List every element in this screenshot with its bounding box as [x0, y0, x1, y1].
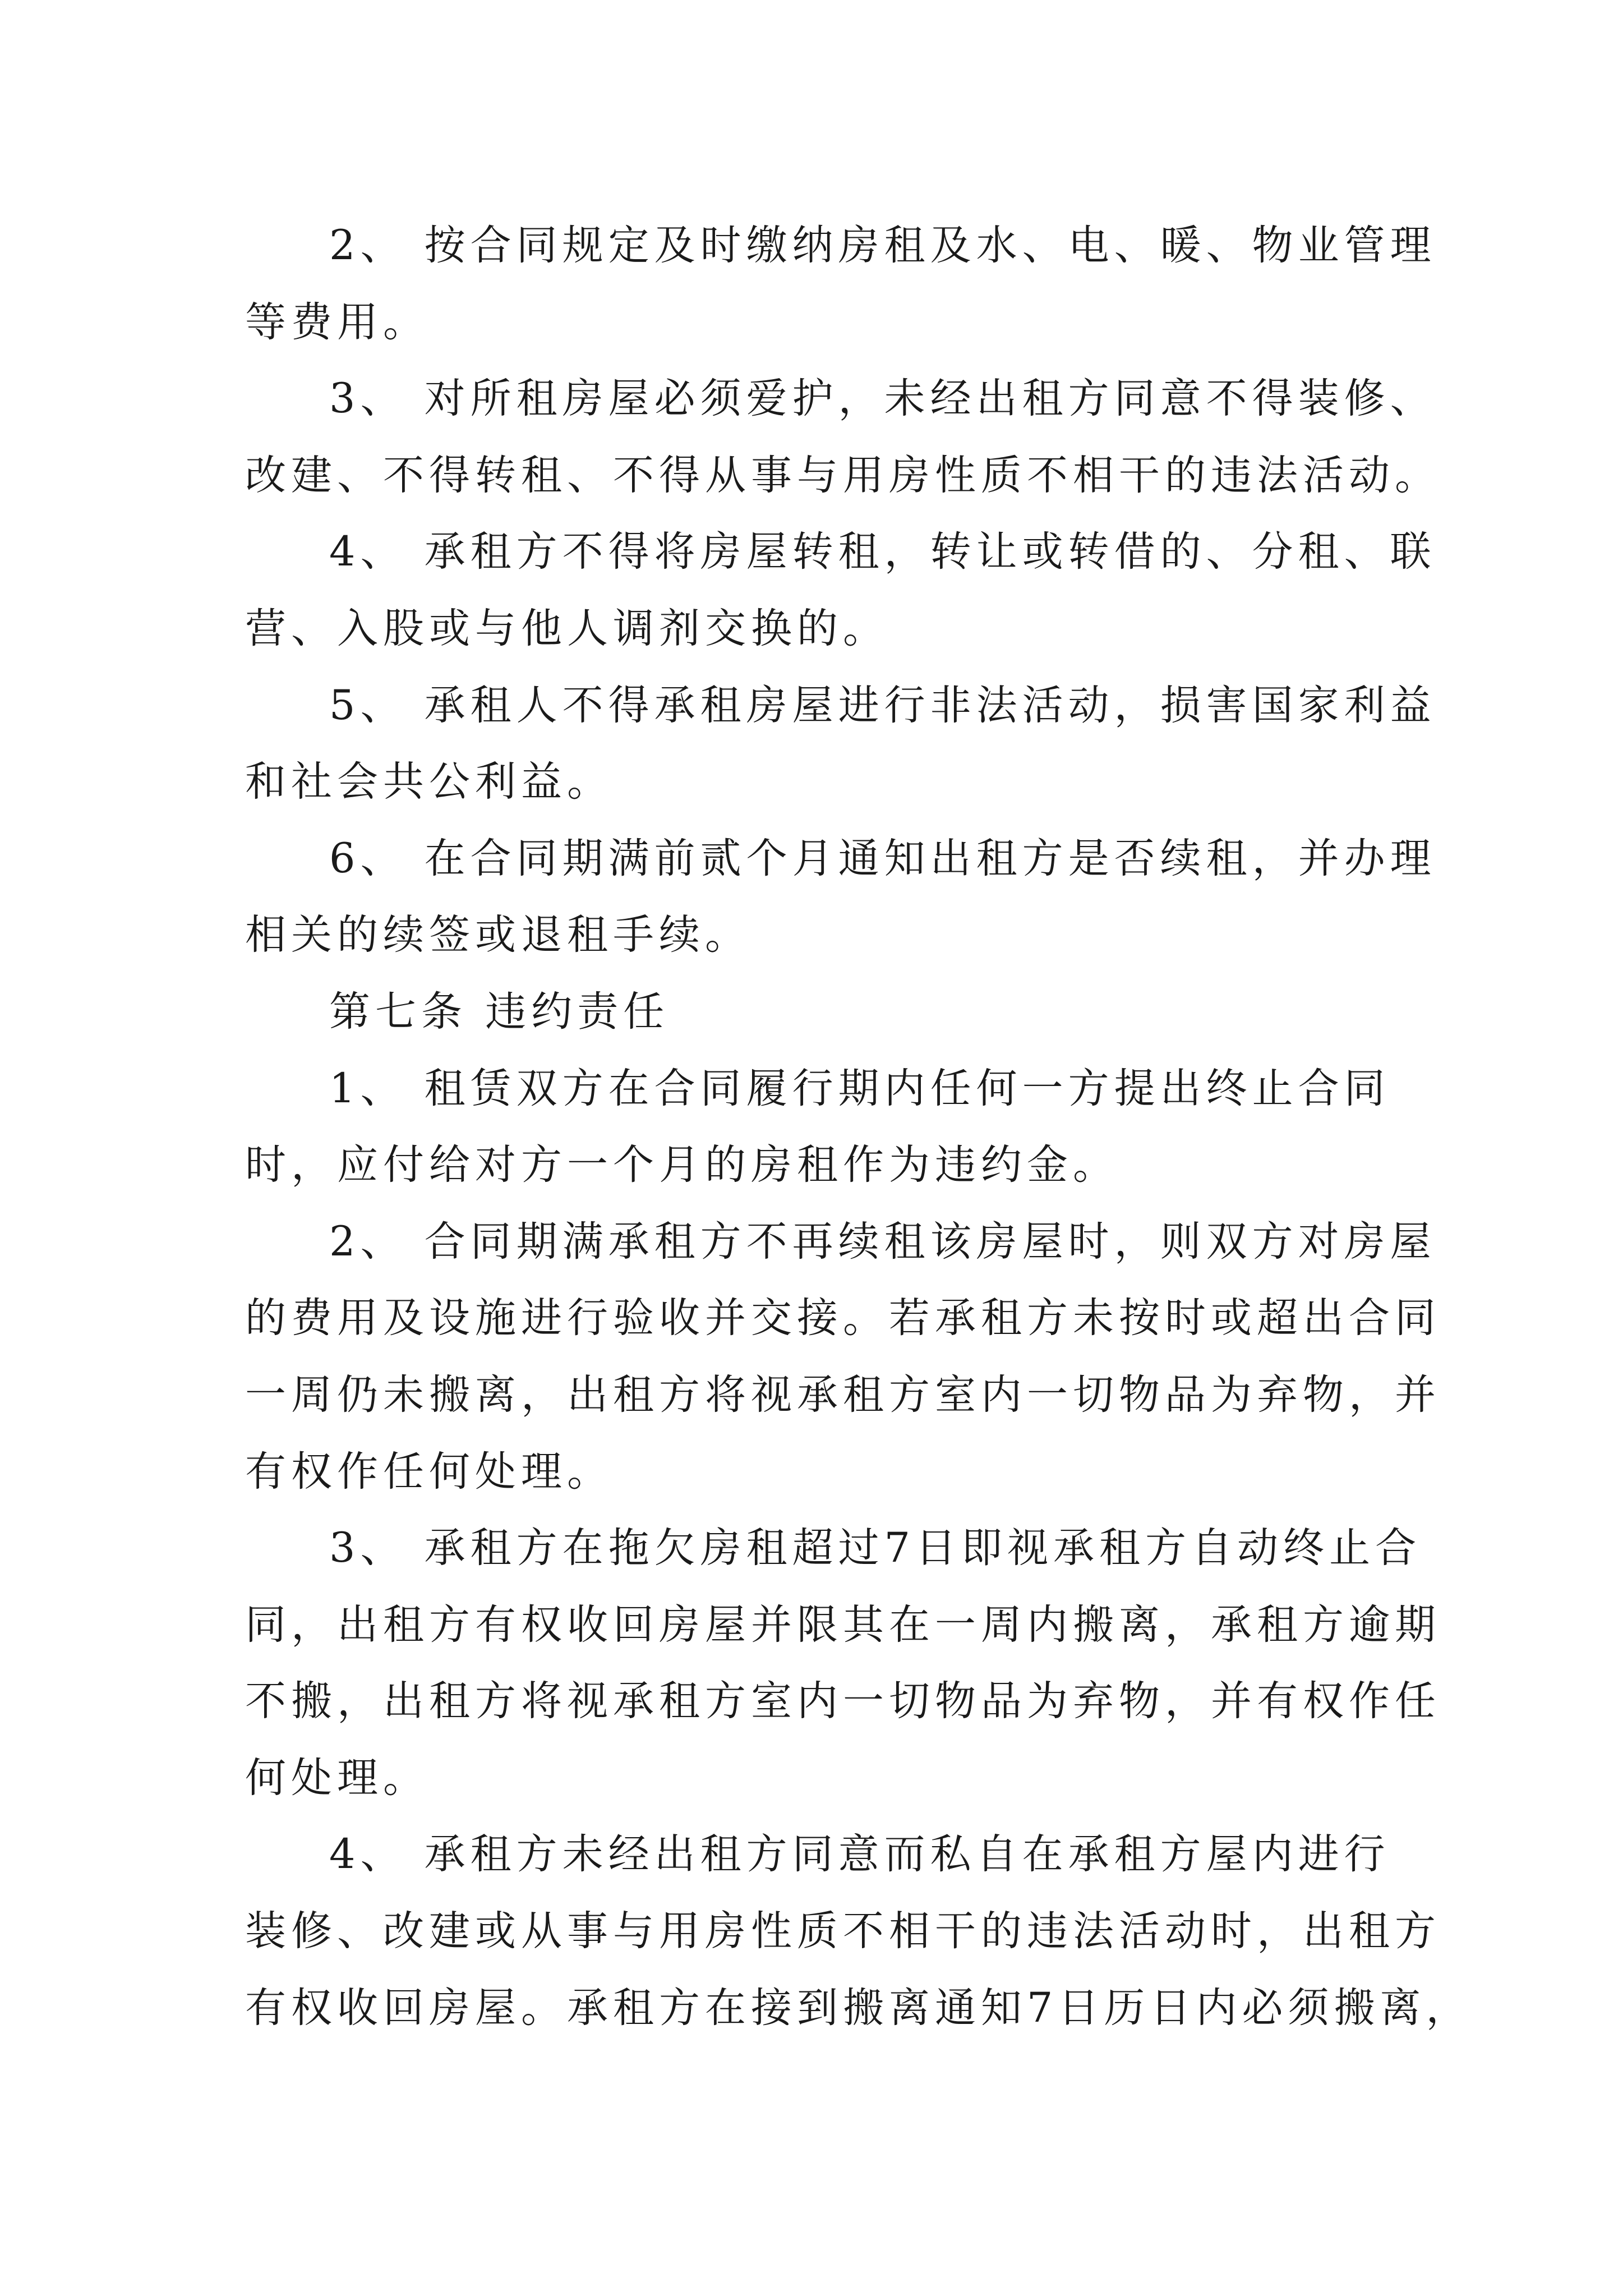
- section-heading: 第七条 违约责任: [329, 987, 670, 1036]
- paragraph-line: 6、 在合同期满前贰个月通知出租方是否续租，并办理: [329, 834, 1436, 882]
- paragraph-line: 5、 承租人不得承租房屋进行非法活动，损害国家利益: [329, 681, 1436, 729]
- paragraph-line: 同，出租方有权收回房屋并限其在一周内搬离，承租方逾期: [245, 1600, 1441, 1649]
- paragraph-line: 4、 承租方不得将房屋转租，转让或转借的、分租、联: [329, 528, 1436, 576]
- paragraph-line: 何处理。: [245, 1754, 429, 1802]
- paragraph-line: 装修、改建或从事与用房性质不相干的违法活动时，出租方: [245, 1907, 1441, 1955]
- paragraph-line: 1、 租赁双方在合同履行期内任何一方提出终止合同: [329, 1064, 1390, 1112]
- paragraph-line: 的费用及设施进行验收并交接。若承租方未按时或超出合同: [245, 1294, 1441, 1342]
- paragraph-line: 3、 承租方在拖欠房租超过7日即视承租方自动终止合: [329, 1524, 1422, 1572]
- paragraph-line: 相关的续签或退租手续。: [245, 911, 751, 959]
- contract-text: [245, 208, 1472, 2046]
- paragraph-line: 4、 承租方未经出租方同意而私自在承租方屋内进行: [329, 1830, 1390, 1879]
- paragraph-line: 营、入股或与他人调剂交换的。: [245, 604, 889, 652]
- paragraph-line: 一周仍未搬离，出租方将视承租方室内一切物品为弃物，并: [245, 1370, 1441, 1419]
- paragraph-line: 时，应付给对方一个月的房租作为违约金。: [245, 1141, 1119, 1189]
- paragraph-line: 有权作任何处理。: [245, 1447, 613, 1496]
- paragraph-line: 3、 对所租房屋必须爱护，未经出租方同意不得装修、: [329, 375, 1436, 423]
- paragraph-line: 2、 合同期满承租方不再续租该房屋时，则双方对房屋: [329, 1217, 1436, 1266]
- paragraph-line: 有权收回房屋。承租方在接到搬离通知7日历日内必须搬离，: [245, 1984, 1472, 2032]
- paragraph-line: 等费用。: [245, 298, 429, 346]
- paragraph-line: 2、 按合同规定及时缴纳房租及水、电、暖、物业管理: [329, 222, 1436, 269]
- paragraph-line: 不搬，出租方将视承租方室内一切物品为弃物，并有权作任: [245, 1677, 1441, 1726]
- paragraph-line: 和社会共公利益。: [245, 758, 613, 806]
- paragraph-line: 改建、不得转租、不得从事与用房性质不相干的违法活动。: [245, 451, 1441, 499]
